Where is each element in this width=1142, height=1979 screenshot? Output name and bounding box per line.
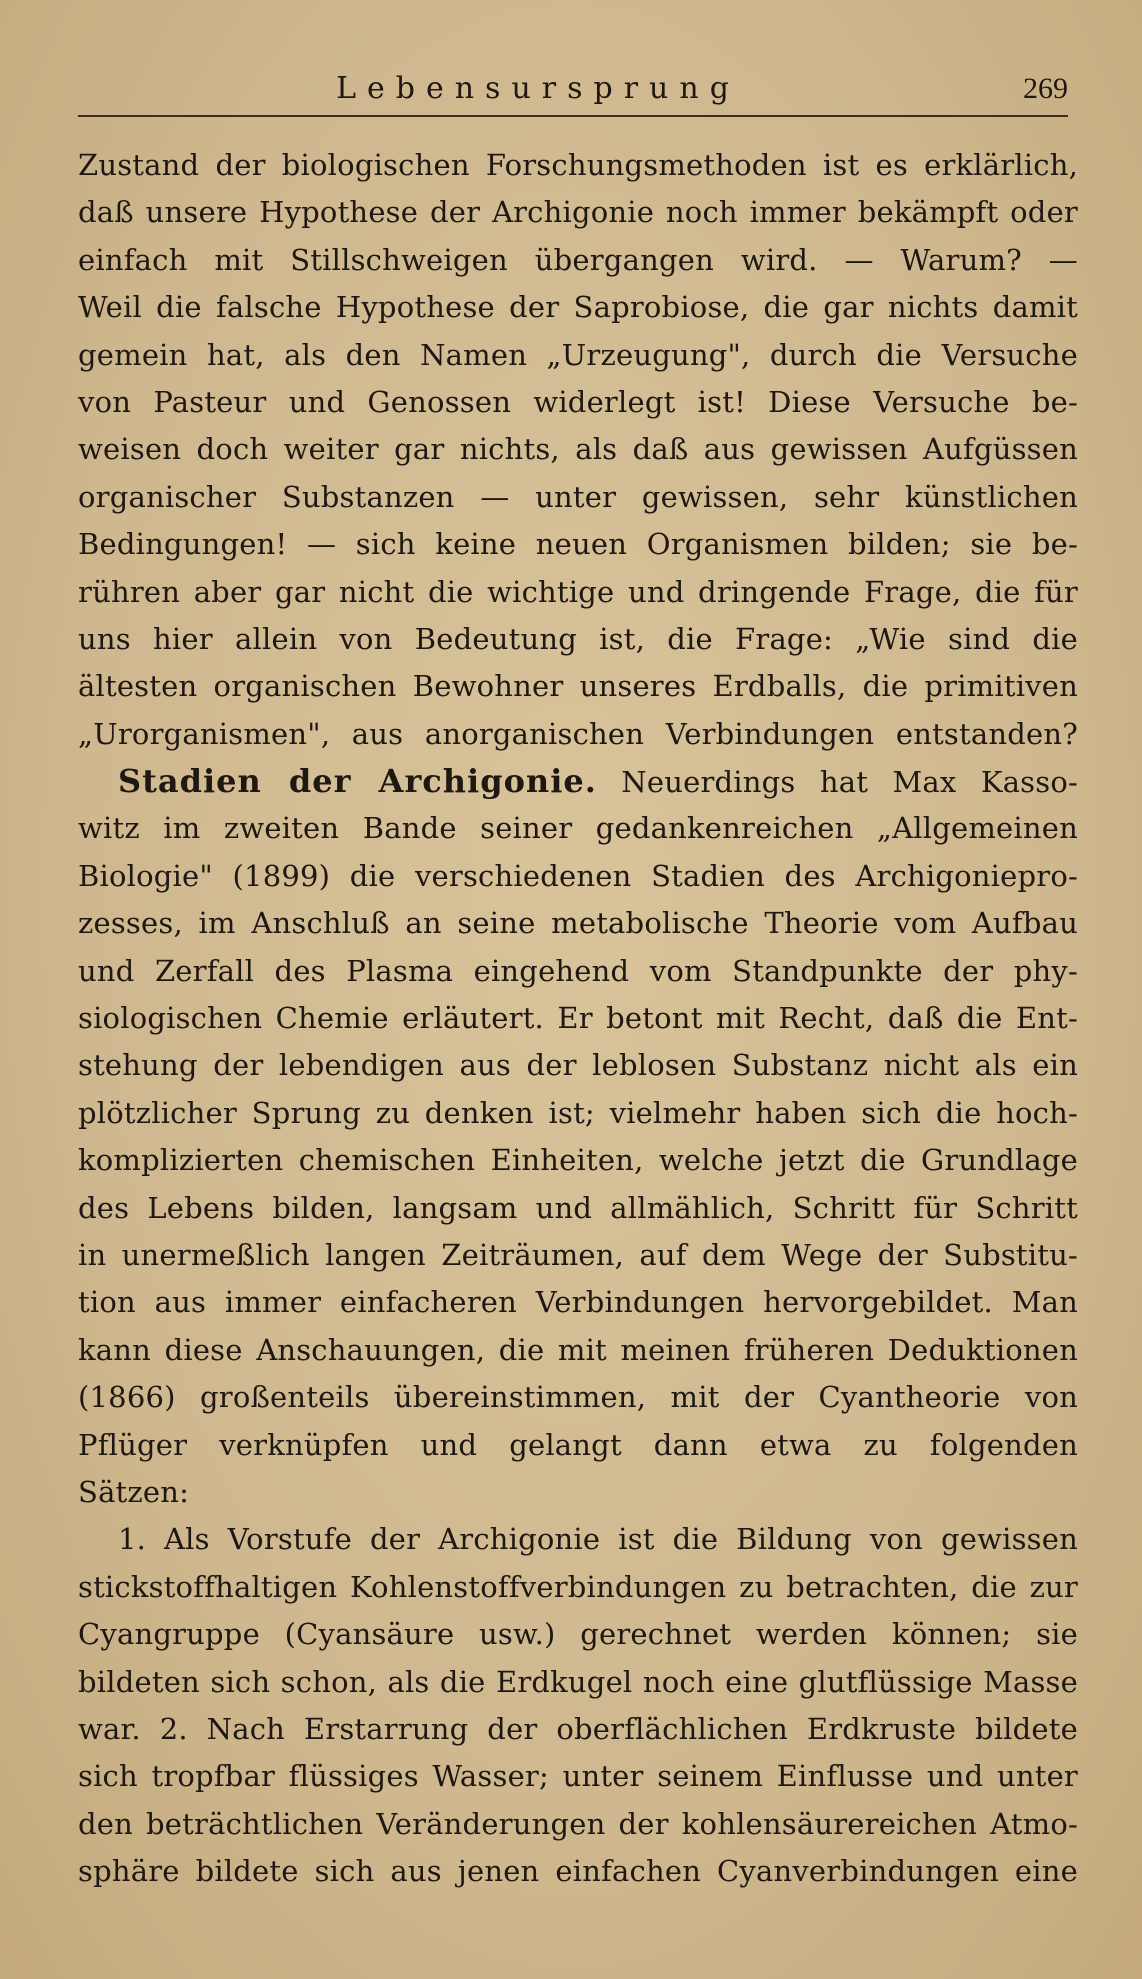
section-first-line	[78, 758, 1078, 805]
text-line: des Lebens bilden, langsam und allmählich, Schritt für Schritt	[78, 1190, 1078, 1225]
running-title: Lebensursprung	[336, 71, 740, 106]
text-line: kann diese Anschauungen, die mit meinen früheren Deduktionen	[78, 1332, 1078, 1367]
page-body	[78, 142, 1078, 1895]
text-line: 1. Als Vorstufe der Archigonie ist die Bildung von gewissen	[118, 1522, 1078, 1557]
text-line: zesses, im Anschluß an seine metabolische Theorie vom Aufbau	[78, 906, 1078, 941]
text-line: stickstoffhaltigen Kohlenstoffverbindungen zu betrachten, die zur	[78, 1569, 1078, 1604]
text-line: daß unsere Hypothese der Archigonie noch immer bekämpft oder	[78, 195, 1078, 230]
text-line: tion aus immer einfacheren Verbindungen hervorgebildet. Man	[78, 1285, 1078, 1320]
paragraph-1	[78, 142, 1078, 758]
header-rule	[78, 115, 1068, 117]
section-heading: Stadien der Archigonie.	[118, 762, 597, 801]
text-line: ältesten organischen Bewohner unseres Erdballs, die primitiven	[78, 669, 1078, 704]
text-line: organischer Substanzen — unter gewissen, sehr künstlichen	[78, 479, 1078, 514]
text-line: plötzlicher Sprung zu denken ist; vielmehr haben sich die hoch-	[78, 1095, 1078, 1130]
text-line: von Pasteur und Genossen widerlegt ist! Diese Versuche be-	[78, 384, 1078, 419]
page-header	[78, 64, 1068, 114]
text-line: uns hier allein von Bedeutung ist, die Frage: „Wie sind die	[78, 621, 1078, 656]
text-line: gemein hat, als den Namen „Urzeugung", durch die Versuche	[78, 337, 1078, 372]
text-line: und Zerfall des Plasma eingehend vom Standpunkte der phy-	[78, 953, 1078, 988]
text-line: Sätzen:	[78, 1474, 190, 1509]
text-line: sphäre bildete sich aus jenen einfachen Cyanverbindungen eine	[78, 1854, 1078, 1889]
text-line: Pflüger verknüpfen und gelangt dann etwa zu folgenden	[78, 1427, 1078, 1462]
text-line: weisen doch weiter gar nichts, als daß aus gewissen Aufgüssen	[78, 432, 1078, 467]
text-line: stehung der lebendigen aus der leblosen Substanz nicht als ein	[78, 1048, 1078, 1083]
section-stadien	[78, 758, 1078, 1516]
text-line: witz im zweiten Bande seiner gedankenreichen „Allgemeinen	[78, 811, 1078, 846]
text-line: komplizierten chemischen Einheiten, welche jetzt die Grundlage	[78, 1143, 1078, 1178]
text-line: Zustand der biologischen Forschungsmethoden ist es erklärlich,	[78, 148, 1078, 182]
paragraph-3	[78, 1516, 1078, 1895]
text-line: rühren aber gar nicht die wichtige und dringende Frage, die für	[78, 574, 1078, 609]
text-line: bildeten sich schon, als die Erdkugel noch eine glutflüssige Masse	[78, 1664, 1078, 1699]
text-span: Neuerdings hat Max Kasso-	[621, 765, 1079, 800]
text-line: Cyangruppe (Cyansäure usw.) gerechnet werden können; sie	[78, 1617, 1078, 1652]
text-line: einfach mit Stillschweigen übergangen wird. — Warum? —	[78, 242, 1078, 277]
text-line: den beträchtlichen Veränderungen der kohlensäurereichen Atmo-	[78, 1806, 1078, 1841]
text-line: war. 2. Nach Erstarrung der oberflächlichen Erdkruste bildete	[78, 1711, 1078, 1746]
text-line: siologischen Chemie erläutert. Er betont mit Recht, daß die Ent-	[78, 1001, 1078, 1036]
text-line: Bedingungen! — sich keine neuen Organismen bilden; sie be-	[78, 527, 1078, 562]
text-line: „Urorganismen", aus anorganischen Verbindungen entstanden?	[78, 716, 1078, 751]
text-line: sich tropfbar flüssiges Wasser; unter seinem Einflusse und unter	[78, 1759, 1078, 1794]
text-line: Biologie" (1899) die verschiedenen Stadien des Archigoniepro-	[78, 858, 1078, 893]
page-number: 269	[1023, 72, 1068, 105]
text-line: (1866) großenteils übereinstimmen, mit der Cyantheorie von	[78, 1380, 1078, 1415]
text-line: Weil die falsche Hypothese der Saprobiose, die gar nichts damit	[78, 290, 1078, 325]
text-line: in unermeßlich langen Zeiträumen, auf dem Wege der Substitu-	[78, 1237, 1078, 1272]
